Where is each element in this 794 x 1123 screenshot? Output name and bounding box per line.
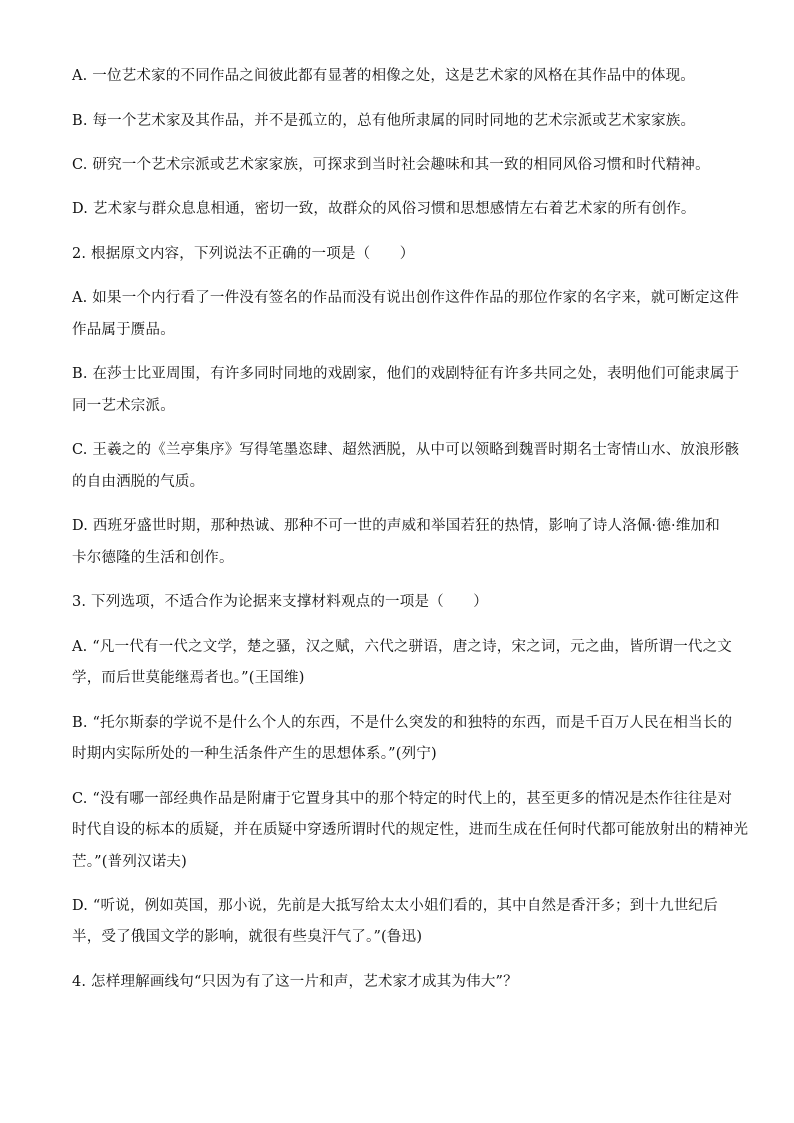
q3-option-d-line1: D. “听说，例如英国，那小说，先前是大抵写给太太小姐们看的，其中自然是香汗多；到十九世纪后 (72, 898, 718, 914)
q2-option-a-line2: 作品属于赝品。 (72, 322, 175, 338)
q3-option-c-line3: 芒。”(普列汉诺夫) (72, 854, 187, 870)
q2-option-b-line2: 同一艺术宗派。 (72, 398, 175, 414)
q2-stem: 2. 根据原文内容，下列说法不正确的一项是（ ） (72, 246, 415, 262)
q1-option-b: B. 每一个艺术家及其作品，并不是孤立的，总有他所隶属的同时同地的艺术宗派或艺术家家族。 (72, 113, 696, 129)
q3-stem: 3. 下列选项，不适合作为论据来支撑材料观点的一项是（ ） (72, 594, 488, 610)
q2-option-c-line1: C. 王羲之的《兰亭集序》写得笔墨恣肆、超然洒脱，从中可以领略到魏晋时期名士寄情山水、放浪形骸 (72, 442, 740, 458)
q2-option-c-line2: 的自由洒脱的气质。 (72, 474, 205, 490)
q3-option-c-line2: 时代自设的标本的质疑，并在质疑中穿透所谓时代的规定性，进而生成在任何时代都可能放射出的精神光 (72, 822, 749, 838)
q3-option-b-line1: B. “托尔斯泰的学说不是什么个人的东西，不是什么突发的和独特的东西，而是千百万人民在相当长的 (72, 715, 733, 731)
q1-option-a: A. 一位艺术家的不同作品之间彼此都有显著的相像之处，这是艺术家的风格在其作品中的体现。 (72, 68, 695, 84)
q3-option-a-line1: A. “凡一代有一代之文学，楚之骚，汉之赋，六代之骈语，唐之诗，宋之词，元之曲，皆所谓一代之文 (72, 639, 732, 655)
q4-stem: 4. 怎样理解画线句“只因为有了这一片和声，艺术家才成其为伟大”？ (72, 974, 518, 990)
q3-option-d-line2: 半，受了俄国文学的影响，就很有些臭汗气了。”(鲁迅) (72, 929, 423, 945)
q2-option-d-line2: 卡尔德隆的生活和创作。 (72, 550, 234, 566)
q2-option-d-line1: D. 西班牙盛世时期，那种热诚、那种不可一世的声威和举国若狂的热情，影响了诗人洛佩·德·维加和 (72, 518, 720, 534)
q3-option-a-line2: 学，而后世莫能继焉者也。”(王国维) (72, 670, 305, 686)
q3-option-c-line1: C. “没有哪一部经典作品是附庸于它置身其中的那个特定的时代上的，甚至更多的情况是杰作往往是对 (72, 791, 733, 807)
q2-option-a-line1: A. 如果一个内行看了一件没有签名的作品而没有说出创作这件作品的那位作家的名字来，就可断定这件 (72, 290, 740, 306)
q1-option-d: D. 艺术家与群众息息相通，密切一致，故群众的风俗习惯和思想感情左右着艺术家的所有创作。 (72, 201, 696, 217)
q2-option-b-line1: B. 在莎士比亚周围，有许多同时同地的戏剧家，他们的戏剧特征有许多共同之处，表明他们可能隶属于 (72, 366, 740, 382)
q3-option-b-line2: 时期内实际所处的一种生活条件产生的思想体系。”(列宁) (72, 746, 437, 762)
q1-option-c: C. 研究一个艺术宗派或艺术家家族，可探求到当时社会趣味和其一致的相同风俗习惯和时代精神。 (72, 157, 710, 173)
